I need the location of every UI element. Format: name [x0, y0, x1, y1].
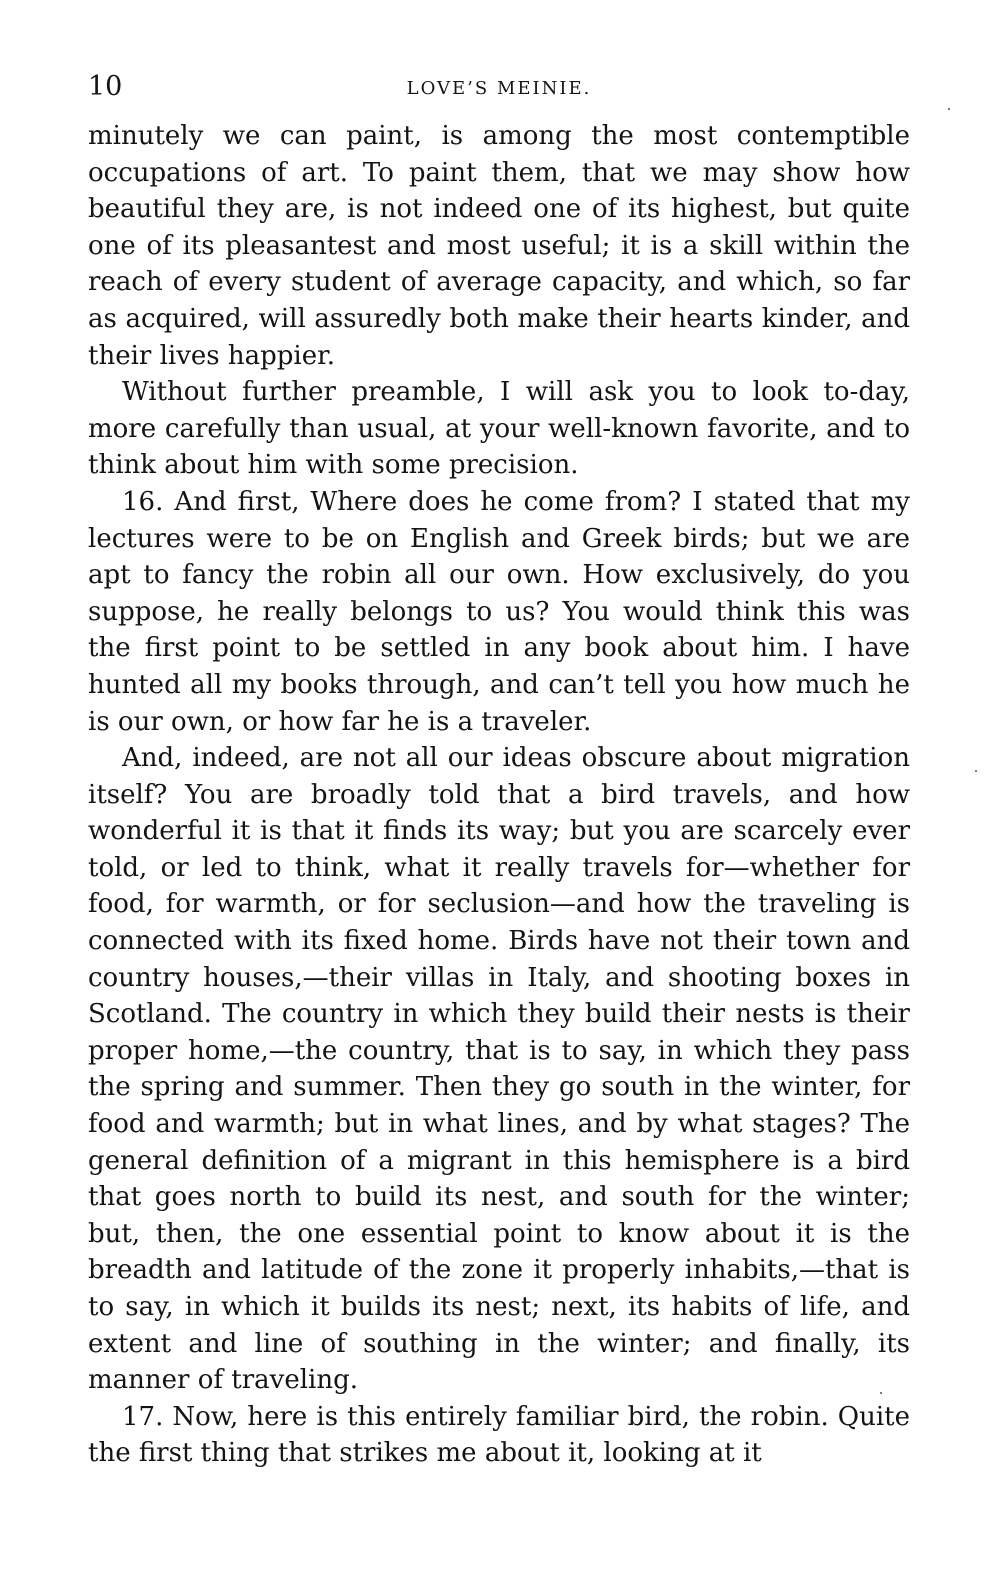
body-text — [88, 118, 910, 1472]
paragraph-migration: And, indeed, are not all our ideas obscure about migration itself? You are broadly told that a bird travels, and how wonderful it is that it finds its way; but you are scarcely ever told, or led to think, what it really travels for—whether for food, for warmth, or for seclusion—and how the traveling is connected with its fixed home. Birds have not their town and country houses,—their villas in Italy, and shooting boxes in Scotland. The country in which they build their nests is their proper home,—the country, that is to say, in which they pass the spring and summer. Then they go south in the winter, for food and warmth; but in what lines, and by what stages? The general definition of a migrant in this hemisphere is a bird that goes north to build its nest, and south for the winter; but, then, the one essential point to know about it is the breadth and latitude of the zone it properly inhabits,—that is to say, in which it builds its nest; next, its habits of life, and extent and line of southing in the winter; and finally, its manner of traveling. — [88, 743, 910, 1396]
book-page — [88, 60, 910, 1472]
paragraph-continuation: minutely we can paint, is among the most contemptible occupations of art. To paint them, that we may show how beautiful they are, is not indeed one of its highest, but quite one of its pleasantest and most useful; it is a skill within the reach of every student of average capacity, and which, so far as acquired, will assuredly both make their hearts kinder, and their lives happier. — [88, 121, 910, 371]
page-header — [88, 60, 910, 118]
print-speck — [948, 108, 950, 110]
print-speck — [975, 770, 977, 772]
paragraph-16: 16. And first, Where does he come from? I stated that my lectures were to be on English and Greek birds; but we are apt to fancy the robin all our own. How exclusively, do you suppose, he really belongs to us? You would think this was the first point to be settled in any book about him. I have hunted all my books through, and can’t tell you how much he is our own, or how far he is a traveler. — [88, 486, 910, 737]
page-number: 10 — [88, 71, 123, 102]
paragraph-preamble: Without further preamble, I will ask you to look to-day, more carefully than usual, at your well-known favorite, and to think about him with some precision. — [88, 377, 910, 481]
print-speck — [880, 1392, 882, 1394]
running-title: LOVE’S MEINIE. — [406, 78, 592, 99]
paragraph-17: 17. Now, here is this entirely familiar bird, the robin. Quite the first thing that strikes me about it, looking at it — [88, 1401, 910, 1469]
